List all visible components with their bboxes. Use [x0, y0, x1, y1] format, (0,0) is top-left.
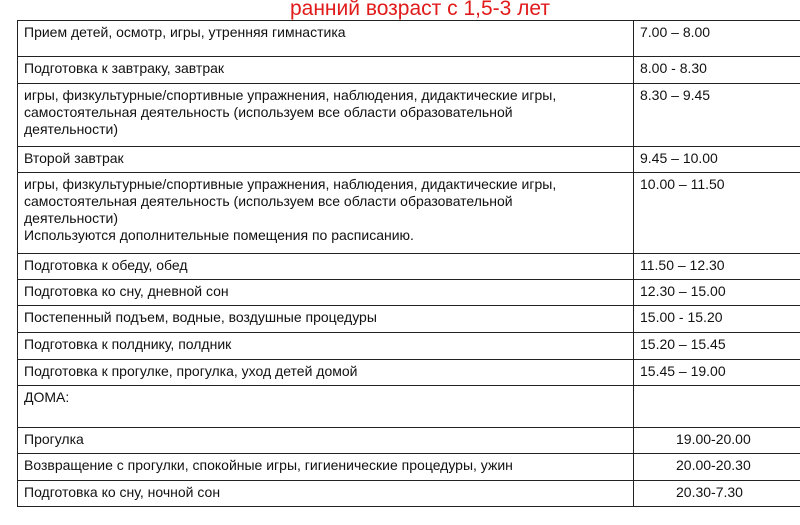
time-cell: 15.20 – 15.45 [634, 333, 800, 360]
time-cell: 8.30 – 9.45 [634, 84, 800, 147]
table-row [18, 254, 800, 280]
table-row [18, 21, 800, 57]
activity-cell: Подготовка к обеду, обед [18, 254, 634, 280]
activity-cell: Прием детей, осмотр, игры, утренняя гимнастика [18, 21, 634, 57]
time-cell: 9.45 – 10.00 [634, 147, 800, 173]
activity-cell: ДОМА: [18, 386, 634, 428]
time-cell: 20.00-20.30 [634, 454, 800, 481]
table-row [18, 280, 800, 306]
time-cell: 10.00 – 11.50 [634, 173, 800, 254]
activity-cell: Прогулка [18, 428, 634, 454]
activity-cell: Подготовка ко сну, дневной сон [18, 280, 634, 306]
table-row [18, 481, 800, 507]
table-row [18, 173, 800, 254]
time-cell: 7.00 – 8.00 [634, 21, 800, 57]
time-cell: 8.00 - 8.30 [634, 57, 800, 84]
time-cell: 11.50 – 12.30 [634, 254, 800, 280]
activity-cell: Подготовка к завтраку, завтрак [18, 57, 634, 84]
activity-cell: Второй завтрак [18, 147, 634, 173]
time-cell: 20.30-7.30 [634, 481, 800, 507]
activity-cell: Подготовка к полднику, полдник [18, 333, 634, 360]
time-cell: 19.00-20.00 [634, 428, 800, 454]
time-cell [634, 386, 800, 428]
activity-cell: Подготовка к прогулке, прогулка, уход детей домой [18, 360, 634, 386]
activity-cell: игры, физкультурные/спортивные упражнения, наблюдения, дидактические игры, самостоятельная деятельность (используем все области образовательной деятельности) Используются дополнительные помещения по расписанию. [18, 173, 634, 254]
table-row [18, 454, 800, 481]
daily-schedule-table [17, 20, 800, 507]
table-row [18, 306, 800, 333]
table-row [18, 386, 800, 428]
activity-cell: Возвращение с прогулки, спокойные игры, гигиенические процедуры, ужин [18, 454, 634, 481]
activity-cell: Постепенный подъем, водные, воздушные процедуры [18, 306, 634, 333]
table-row [18, 428, 800, 454]
time-cell: 15.00 - 15.20 [634, 306, 800, 333]
table-row [18, 360, 800, 386]
table-row [18, 84, 800, 147]
time-cell: 12.30 – 15.00 [634, 280, 800, 306]
table-row [18, 57, 800, 84]
activity-cell: игры, физкультурные/спортивные упражнения, наблюдения, дидактические игры, самостоятельная деятельность (используем все области образовательной деятельности) [18, 84, 634, 147]
time-cell: 15.45 – 19.00 [634, 360, 800, 386]
table-row [18, 147, 800, 173]
schedule-title: ранний возраст с 1,5-3 лет [289, 0, 551, 20]
activity-cell: Подготовка ко сну, ночной сон [18, 481, 634, 507]
table-row [18, 333, 800, 360]
